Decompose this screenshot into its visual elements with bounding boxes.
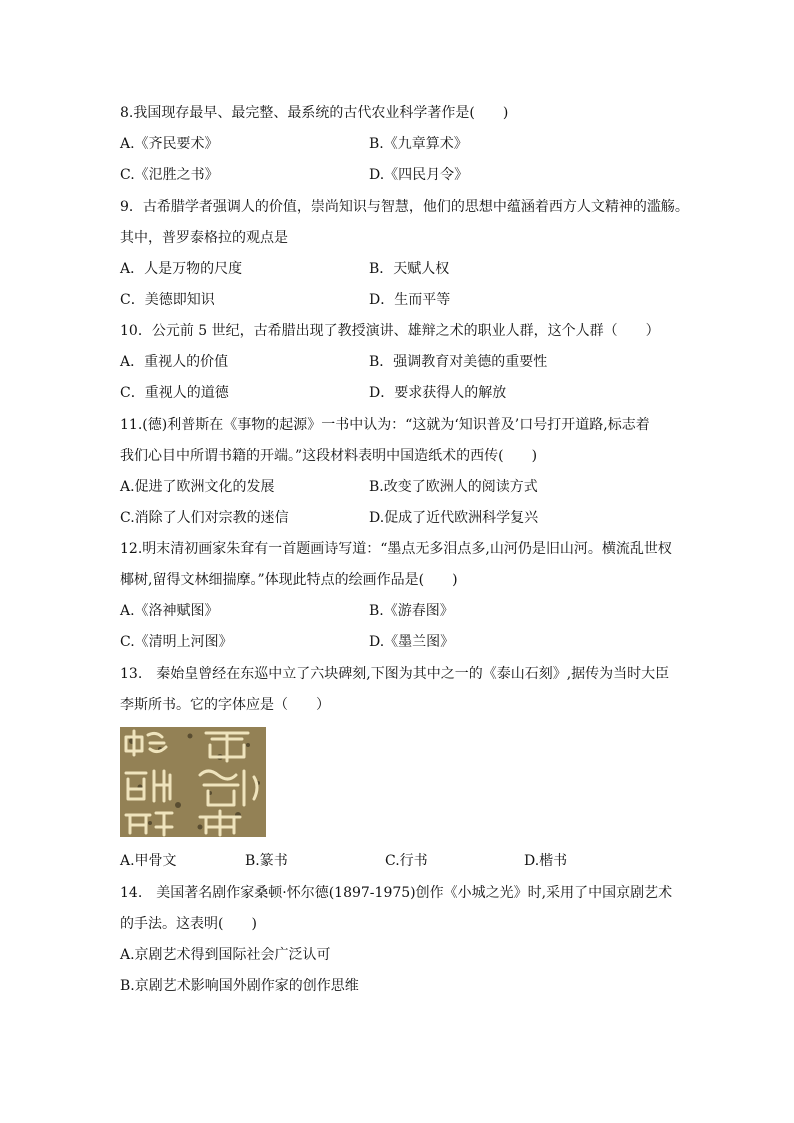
q14-option-b[interactable]: B.京剧艺术影响国外剧作家的创作思维 xyxy=(120,978,359,994)
taishan-stele-rubbing-image xyxy=(120,727,266,837)
q12-option-a[interactable]: A.《洛神赋图》 xyxy=(120,603,219,619)
q9-option-a[interactable]: A．人是万物的尺度 xyxy=(120,261,243,277)
q11-option-b[interactable]: B.改变了欧洲人的阅读方式 xyxy=(369,479,538,495)
q10-option-d[interactable]: D．要求获得人的解放 xyxy=(369,385,507,401)
q12-stem-line1: 12.明末清初画家朱耷有一首题画诗写道：“墨点无多泪点多,山河仍是旧山河。横流乱世杈 xyxy=(120,541,672,557)
q13-stem-line2: 李斯所书。它的字体应是（ ） xyxy=(120,697,330,713)
q13-option-b[interactable]: B.篆书 xyxy=(245,853,288,869)
q9-stem-line2: 其中，普罗泰格拉的观点是 xyxy=(120,230,288,246)
q8-option-a[interactable]: A.《齐民要术》 xyxy=(120,136,219,152)
q10-stem: 10．公元前 5 世纪，古希腊出现了教授演讲、雄辩之术的职业人群，这个人群（ ） xyxy=(120,323,660,339)
q9-stem-line1: 9．古希腊学者强调人的价值，崇尚知识与智慧，他们的思想中蕴涵着西方人文精神的滥觞。 xyxy=(120,199,689,215)
q13-stem-line1: 13. 秦始皇曾经在东巡中立了六块碑刻,下图为其中之一的《泰山石刻》,据传为当时大臣 xyxy=(120,666,670,682)
q8-option-d[interactable]: D.《四民月令》 xyxy=(369,167,469,183)
q8-option-b[interactable]: B.《九章算术》 xyxy=(369,136,468,152)
q12-option-b[interactable]: B.《游春图》 xyxy=(369,603,454,619)
q9-option-c[interactable]: C．美德即知识 xyxy=(120,292,215,308)
q12-option-c[interactable]: C.《清明上河图》 xyxy=(120,634,233,650)
q12-option-d[interactable]: D.《墨兰图》 xyxy=(369,634,455,650)
q9-option-b[interactable]: B．天赋人权 xyxy=(369,261,450,277)
q8-option-c[interactable]: C.《氾胜之书》 xyxy=(120,167,219,183)
q14-option-a[interactable]: A.京剧艺术得到国际社会广泛认可 xyxy=(120,947,331,963)
q12-stem-line2: 椰树,留得文林细揣摩。”体现此特点的绘画作品是( ) xyxy=(120,572,458,588)
q10-option-c[interactable]: C．重视人的道德 xyxy=(120,385,229,401)
q13-option-c[interactable]: C.行书 xyxy=(385,853,428,869)
q11-stem-line1: 11.(德)利普斯在《事物的起源》一书中认为：“这就为‘知识普及’口号打开道路,标志着 xyxy=(120,417,650,433)
q13-option-a[interactable]: A.甲骨文 xyxy=(120,853,177,869)
q10-option-a[interactable]: A．重视人的价值 xyxy=(120,354,229,370)
q11-option-c[interactable]: C.消除了人们对宗教的迷信 xyxy=(120,510,289,526)
q11-option-d[interactable]: D.促成了近代欧洲科学复兴 xyxy=(369,510,539,526)
q10-option-b[interactable]: B．强调教育对美德的重要性 xyxy=(369,354,548,370)
q14-stem-line1: 14. 美国著名剧作家桑顿·怀尔德(1897-1975)创作《小城之光》时,采用了中国京剧艺术 xyxy=(120,885,673,901)
q9-option-d[interactable]: D．生而平等 xyxy=(369,292,451,308)
q11-option-a[interactable]: A.促进了欧洲文化的发展 xyxy=(120,479,275,495)
q8-stem: 8.我国现存最早、最完整、最系统的古代农业科学著作是( ) xyxy=(120,105,509,121)
q14-stem-line2: 的手法。这表明( ) xyxy=(120,916,257,932)
q13-option-d[interactable]: D.楷书 xyxy=(524,853,568,869)
q11-stem-line2: 我们心目中所谓书籍的开端。”这段材料表明中国造纸术的西传( ) xyxy=(120,448,538,464)
